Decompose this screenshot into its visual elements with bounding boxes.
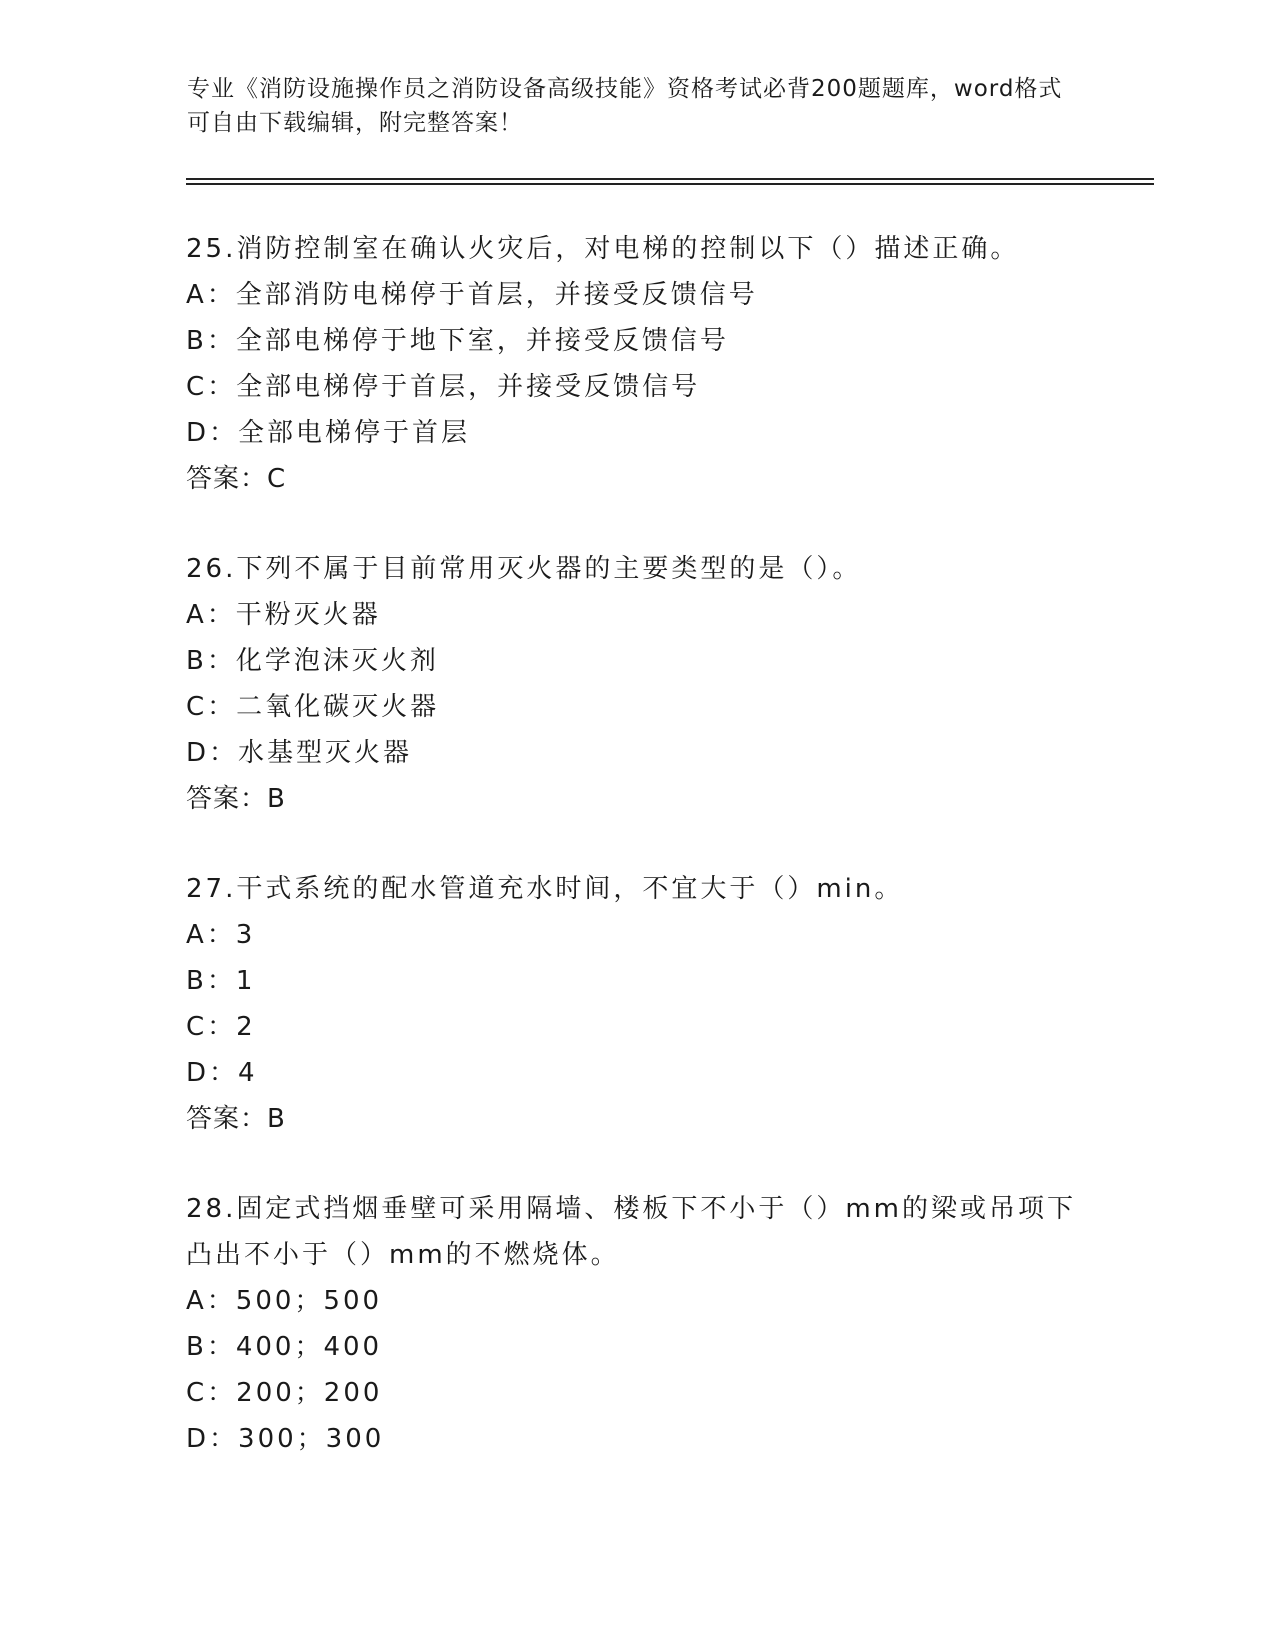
option-label: C： — [186, 1378, 237, 1408]
option-c — [186, 1370, 1086, 1416]
option-text: 1 — [235, 966, 256, 996]
option-text: 全部电梯停于首层 — [238, 418, 471, 448]
question-stem: 28.固定式挡烟垂壁可采用隔墙、楼板下不小于（）mm的梁或吊项下凸出不小于（）mm的不燃烧体。 — [186, 1194, 1077, 1270]
option-label: D： — [186, 1424, 239, 1454]
option-label: C： — [186, 692, 237, 722]
option-text: 二氧化碳灭火器 — [236, 692, 440, 722]
question-26 — [186, 546, 1086, 822]
option-text: 2 — [236, 1012, 256, 1042]
option-c — [186, 1004, 1086, 1050]
option-text: 水基型灭火器 — [238, 738, 413, 768]
option-b — [186, 1324, 1086, 1370]
option-label: B： — [186, 326, 236, 356]
option-label: A： — [186, 600, 236, 630]
option-text: 4 — [238, 1058, 258, 1088]
option-text: 500；500 — [235, 1286, 383, 1316]
question-stem: 27.干式系统的配水管道充水时间，不宜大于（）min。 — [186, 874, 904, 904]
option-label: A： — [186, 920, 236, 950]
question-28 — [186, 1186, 1086, 1462]
question-stem: 26.下列不属于目前常用灭火器的主要类型的是（）。 — [186, 554, 862, 584]
answer-line: 答案：B — [186, 784, 286, 814]
option-b — [186, 318, 1086, 364]
option-d — [186, 410, 1086, 456]
option-b — [186, 638, 1086, 684]
option-d — [186, 1050, 1086, 1096]
header-divider-top — [186, 178, 1154, 180]
answer-line: 答案：C — [186, 464, 287, 494]
header-divider-bottom — [186, 183, 1154, 185]
option-a — [186, 272, 1086, 318]
option-a — [186, 912, 1086, 958]
option-text: 全部电梯停于地下室，并接受反馈信号 — [235, 326, 729, 356]
option-text: 300；300 — [238, 1424, 385, 1454]
option-text: 全部电梯停于首层，并接受反馈信号 — [236, 372, 701, 402]
option-text: 200；200 — [236, 1378, 383, 1408]
document-header: 专业《消防设施操作员之消防设备高级技能》资格考试必背200题题库，word格式可自由下载编辑，附完整答案！ — [187, 76, 1063, 136]
option-label: A： — [186, 1286, 236, 1316]
option-a — [186, 592, 1086, 638]
option-text: 干粉灭火器 — [235, 600, 381, 630]
option-text: 全部消防电梯停于首层，并接受反馈信号 — [235, 280, 758, 310]
option-label: D： — [186, 738, 239, 768]
option-c — [186, 684, 1086, 730]
option-text: 3 — [235, 920, 256, 950]
option-c — [186, 364, 1086, 410]
question-list — [186, 226, 1086, 1506]
option-d — [186, 730, 1086, 776]
option-label: C： — [186, 372, 237, 402]
option-d — [186, 1416, 1086, 1462]
question-27 — [186, 866, 1086, 1142]
option-text: 400；400 — [235, 1332, 383, 1362]
option-label: A： — [186, 280, 236, 310]
question-stem: 25.消防控制室在确认火灾后，对电梯的控制以下（）描述正确。 — [186, 234, 1020, 264]
option-label: D： — [186, 418, 239, 448]
option-label: C： — [186, 1012, 237, 1042]
option-b — [186, 958, 1086, 1004]
option-label: B： — [186, 1332, 236, 1362]
option-label: B： — [186, 646, 236, 676]
option-label: B： — [186, 966, 236, 996]
answer-line: 答案：B — [186, 1104, 286, 1134]
option-label: D： — [186, 1058, 239, 1088]
option-a — [186, 1278, 1086, 1324]
question-25 — [186, 226, 1086, 502]
option-text: 化学泡沫灭火剂 — [235, 646, 439, 676]
